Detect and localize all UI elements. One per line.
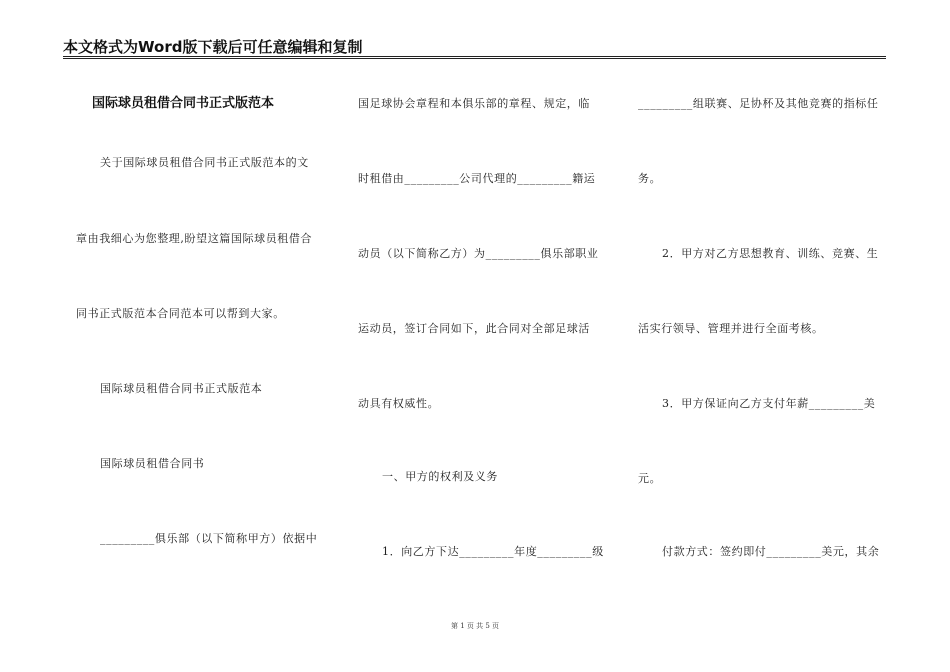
header-rule-inner <box>63 58 886 59</box>
paragraph-line: 国足球协会章程和本俱乐部的章程、规定，临 <box>358 97 590 110</box>
paragraph-line: 务。 <box>638 172 662 185</box>
document-title: 国际球员租借合同书正式版范本 <box>92 96 275 111</box>
paragraph-line: 国际球员租借合同书 <box>100 457 205 470</box>
document-header: 本文格式为Word版下载后可任意编辑和复制 <box>63 38 363 56</box>
paragraph-line: 2．甲方对乙方思想教育、训练、竞赛、生 <box>662 247 879 260</box>
paragraph-line: 3．甲方保证向乙方支付年薪_________美 <box>662 397 876 410</box>
paragraph-line: 元。 <box>638 472 662 485</box>
paragraph-line: 动员（以下简称乙方）为_________俱乐部职业 <box>358 247 599 260</box>
paragraph-line: _________组联赛、足协杯及其他竞赛的指标任 <box>638 97 879 110</box>
header-rule <box>63 56 886 57</box>
paragraph-line: 章由我细心为您整理,盼望这篇国际球员租借合 <box>76 232 313 245</box>
paragraph-line: _________俱乐部（以下简称甲方）依据中 <box>100 532 318 545</box>
page-number: 第 1 页 共 5 页 <box>450 622 500 630</box>
paragraph-line: 国际球员租借合同书正式版范本 <box>100 382 263 395</box>
paragraph-line: 付款方式：签约即付_________美元，其余 <box>662 545 880 558</box>
paragraph-line: 活实行领导、管理并进行全面考核。 <box>638 322 824 335</box>
section-heading: 一、甲方的权利及义务 <box>382 470 498 483</box>
paragraph-line: 关于国际球员租借合同书正式版范本的文 <box>100 156 309 169</box>
paragraph-line: 动具有权威性。 <box>358 397 440 410</box>
paragraph-line: 运动员，签订合同如下，此合同对全部足球活 <box>358 322 590 335</box>
paragraph-line: 同书正式版范本合同范本可以帮到大家。 <box>76 307 285 320</box>
paragraph-line: 时租借由_________公司代理的_________籍运 <box>358 172 596 185</box>
paragraph-line: 1．向乙方下达_________年度_________级 <box>382 545 604 558</box>
